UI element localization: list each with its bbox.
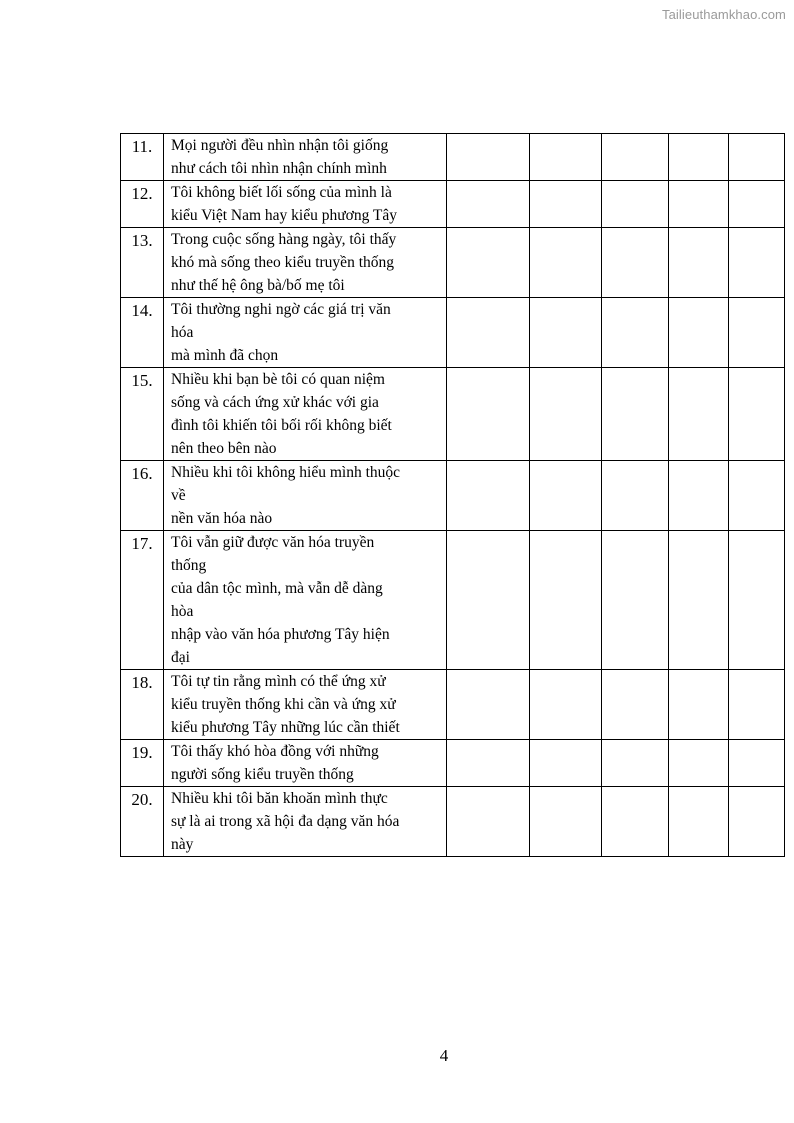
rating-cell-5 bbox=[729, 368, 785, 461]
rating-cell-4 bbox=[669, 181, 729, 228]
rating-cell-4 bbox=[669, 228, 729, 298]
page-number: 4 bbox=[439, 1046, 449, 1065]
rating-cell-3 bbox=[602, 531, 669, 670]
item-number: 13. bbox=[121, 228, 164, 298]
rating-cell-2 bbox=[530, 531, 602, 670]
table-row bbox=[121, 461, 785, 531]
statement-line: này bbox=[171, 836, 194, 853]
rating-cell-4 bbox=[669, 134, 729, 181]
statement-line: như cách tôi nhìn nhận chính mình bbox=[171, 160, 387, 177]
item-statement bbox=[164, 228, 447, 298]
rating-cell-5 bbox=[729, 787, 785, 857]
statement-line: Tôi thường nghi ngờ các giá trị văn bbox=[171, 301, 391, 318]
statement-line: của dân tộc mình, mà vẫn dễ dàng bbox=[171, 580, 383, 597]
rating-cell-2 bbox=[530, 298, 602, 368]
item-number: 14. bbox=[121, 298, 164, 368]
statement-line: người sống kiểu truyền thống bbox=[171, 766, 354, 783]
rating-cell-2 bbox=[530, 181, 602, 228]
statement-line: Nhiều khi tôi băn khoăn mình thực bbox=[171, 790, 388, 807]
table-row bbox=[121, 740, 785, 787]
table-row bbox=[121, 298, 785, 368]
table-row bbox=[121, 134, 785, 181]
rating-cell-1 bbox=[447, 181, 530, 228]
statement-line: kiểu Việt Nam hay kiểu phương Tây bbox=[171, 207, 398, 224]
item-number: 19. bbox=[121, 740, 164, 787]
item-statement bbox=[164, 181, 447, 228]
rating-cell-3 bbox=[602, 134, 669, 181]
rating-cell-1 bbox=[447, 740, 530, 787]
rating-cell-2 bbox=[530, 228, 602, 298]
statement-line: như thế hệ ông bà/bố mẹ tôi bbox=[171, 277, 345, 294]
rating-cell-1 bbox=[447, 670, 530, 740]
rating-cell-2 bbox=[530, 787, 602, 857]
table-row bbox=[121, 181, 785, 228]
rating-cell-4 bbox=[669, 368, 729, 461]
rating-cell-3 bbox=[602, 228, 669, 298]
rating-cell-4 bbox=[669, 461, 729, 531]
statement-line: đình tôi khiến tôi bối rối không biết bbox=[171, 417, 392, 434]
rating-cell-2 bbox=[530, 461, 602, 531]
rating-cell-1 bbox=[447, 787, 530, 857]
item-statement bbox=[164, 531, 447, 670]
rating-cell-5 bbox=[729, 740, 785, 787]
watermark: Tailieuthamkhao.com bbox=[661, 7, 786, 22]
statement-line: nên theo bên nào bbox=[171, 440, 277, 457]
item-statement bbox=[164, 368, 447, 461]
item-statement bbox=[164, 461, 447, 531]
table-row bbox=[121, 787, 785, 857]
rating-cell-3 bbox=[602, 461, 669, 531]
rating-cell-4 bbox=[669, 670, 729, 740]
rating-cell-2 bbox=[530, 740, 602, 787]
rating-cell-5 bbox=[729, 670, 785, 740]
statement-line: khó mà sống theo kiểu truyền thống bbox=[171, 254, 394, 271]
item-statement bbox=[164, 787, 447, 857]
statement-line: Tôi thấy khó hòa đồng với những bbox=[171, 743, 379, 760]
statement-line: hòa bbox=[171, 603, 194, 620]
table-row bbox=[121, 368, 785, 461]
rating-cell-5 bbox=[729, 228, 785, 298]
rating-cell-2 bbox=[530, 368, 602, 461]
statement-line: sự là ai trong xã hội đa dạng văn hóa bbox=[171, 813, 400, 830]
statement-line: Nhiều khi bạn bè tôi có quan niệm bbox=[171, 371, 385, 388]
rating-cell-3 bbox=[602, 298, 669, 368]
rating-cell-5 bbox=[729, 461, 785, 531]
item-number: 11. bbox=[121, 134, 164, 181]
statement-line: nền văn hóa nào bbox=[171, 510, 273, 527]
rating-cell-5 bbox=[729, 181, 785, 228]
rating-cell-1 bbox=[447, 461, 530, 531]
statement-line: Nhiều khi tôi không hiểu mình thuộc bbox=[171, 464, 401, 481]
statement-line: Mọi người đều nhìn nhận tôi giống bbox=[171, 137, 389, 154]
rating-cell-3 bbox=[602, 368, 669, 461]
rating-cell-2 bbox=[530, 134, 602, 181]
rating-cell-3 bbox=[602, 787, 669, 857]
statement-line: kiểu phương Tây những lúc cần thiết bbox=[171, 719, 400, 736]
rating-cell-5 bbox=[729, 298, 785, 368]
statement-line: đại bbox=[171, 649, 190, 666]
rating-cell-4 bbox=[669, 740, 729, 787]
rating-cell-1 bbox=[447, 368, 530, 461]
rating-cell-1 bbox=[447, 228, 530, 298]
statement-line: Tôi không biết lối sống của mình là bbox=[171, 184, 392, 201]
statement-line: thống bbox=[171, 557, 207, 574]
statement-line: nhập vào văn hóa phương Tây hiện bbox=[171, 626, 390, 643]
statement-line: sống và cách ứng xử khác với gia bbox=[171, 394, 379, 411]
item-number: 18. bbox=[121, 670, 164, 740]
rating-cell-3 bbox=[602, 670, 669, 740]
rating-cell-3 bbox=[602, 740, 669, 787]
rating-cell-2 bbox=[530, 670, 602, 740]
item-number: 20. bbox=[121, 787, 164, 857]
rating-cell-4 bbox=[669, 787, 729, 857]
statement-line: về bbox=[171, 487, 186, 504]
statement-line: hóa bbox=[171, 324, 194, 341]
statement-line: mà mình đã chọn bbox=[171, 347, 279, 364]
statement-line: kiểu truyền thống khi cần và ứng xử bbox=[171, 696, 396, 713]
item-number: 12. bbox=[121, 181, 164, 228]
statement-line: Tôi tự tin rằng mình có thể ứng xử bbox=[171, 673, 386, 690]
item-statement bbox=[164, 134, 447, 181]
item-statement bbox=[164, 670, 447, 740]
rating-cell-1 bbox=[447, 531, 530, 670]
item-statement bbox=[164, 740, 447, 787]
rating-cell-4 bbox=[669, 531, 729, 670]
statement-line: Trong cuộc sống hàng ngày, tôi thấy bbox=[171, 231, 397, 248]
table-row bbox=[121, 531, 785, 670]
rating-cell-5 bbox=[729, 134, 785, 181]
survey-table bbox=[120, 133, 785, 857]
rating-cell-3 bbox=[602, 181, 669, 228]
table-row bbox=[121, 228, 785, 298]
rating-cell-5 bbox=[729, 531, 785, 670]
item-number: 16. bbox=[121, 461, 164, 531]
table-row bbox=[121, 670, 785, 740]
statement-line: Tôi vẫn giữ được văn hóa truyền bbox=[171, 534, 375, 551]
item-statement bbox=[164, 298, 447, 368]
rating-cell-4 bbox=[669, 298, 729, 368]
item-number: 15. bbox=[121, 368, 164, 461]
rating-cell-1 bbox=[447, 134, 530, 181]
rating-cell-1 bbox=[447, 298, 530, 368]
item-number: 17. bbox=[121, 531, 164, 670]
